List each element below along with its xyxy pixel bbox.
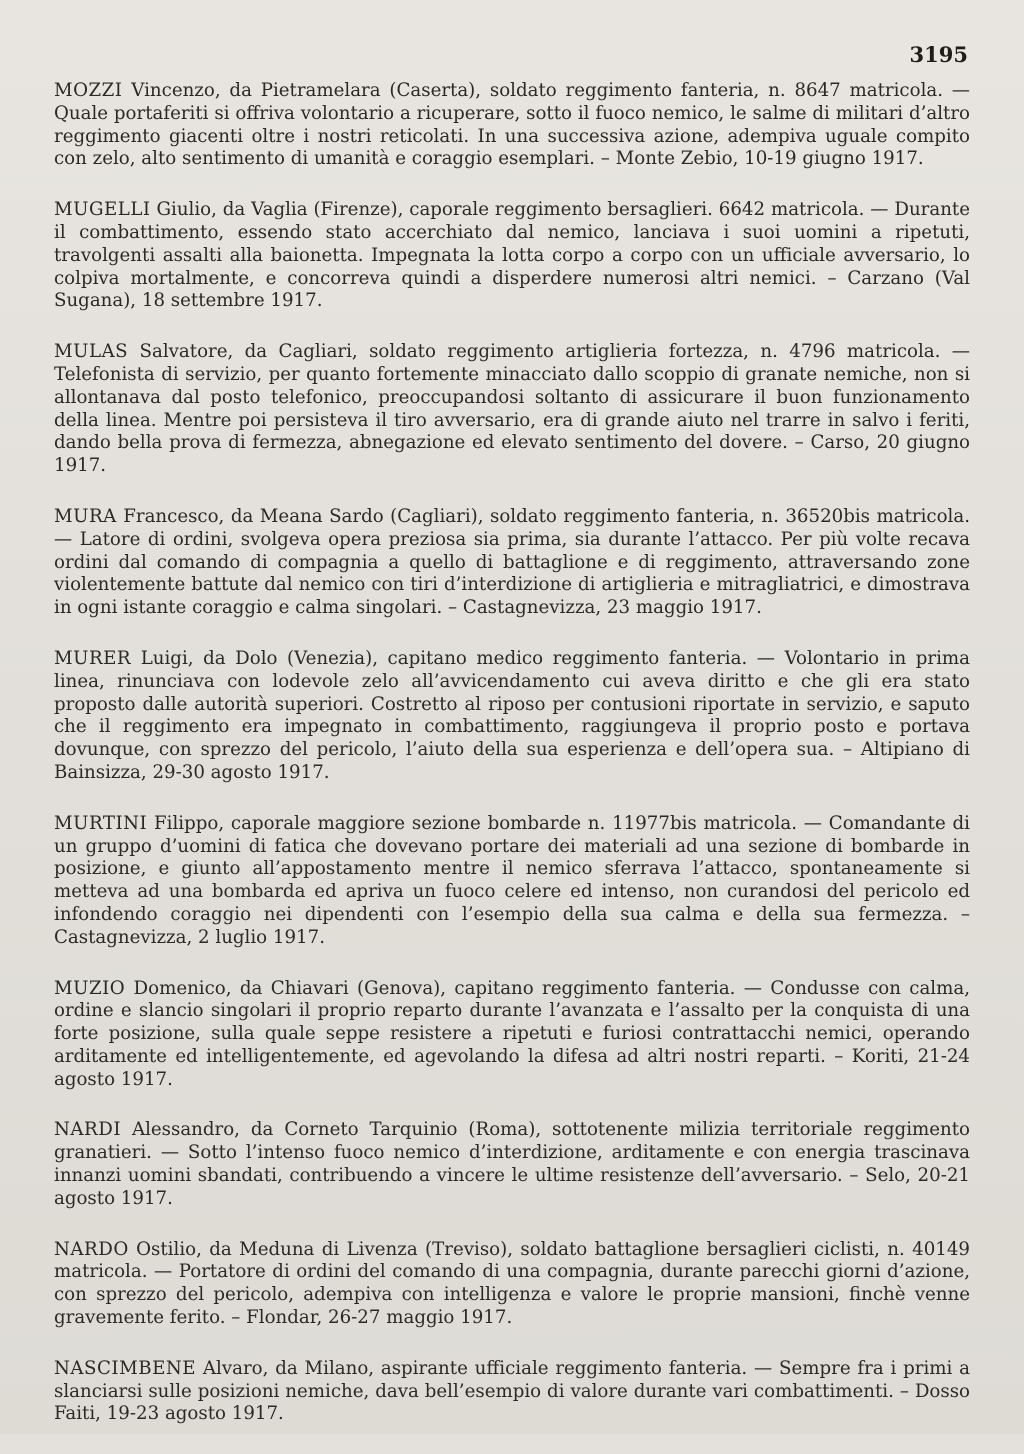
- entry-surname: NARDO: [54, 1238, 129, 1260]
- entry-surname: MOZZI: [54, 80, 123, 101]
- entry-surname: MUZIO: [54, 977, 126, 999]
- entry-mura: [54, 506, 970, 620]
- entry-surname: MURA: [54, 505, 117, 527]
- entry-mozzi: [54, 80, 970, 171]
- entry-surname: MURER: [54, 647, 132, 669]
- entry-text: Vincenzo, da Pietramelara (Caserta), soldato reggimento fanteria, n. 8647 matricola. — Quale portaferiti si offriva volontario a ricuperare, sotto il fuoco nemico, le salme di militari d’altro reggimento giacenti oltre i nostri reticolati. In una successiva azione, adempiva uguale compito con zelo, alto sentimento di umanità e coraggio esemplari. – Monte Zebio, 10-19 giugno 1917.: [54, 80, 970, 170]
- entry-text: Alessandro, da Corneto Tarquinio (Roma), sottotenente milizia territoriale reggimento granatieri. — Sotto l’intenso fuoco nemico d’interdizione, arditamente e con energia trascinava innanzi uomini sbandati, contribuendo a vincere le ultime resistenze dell’avversario. – Selo, 20-21 agosto 1917.: [54, 1119, 970, 1209]
- entry-surname: MULAS: [54, 341, 129, 363]
- entry-text: Luigi, da Dolo (Venezia), capitano medico reggimento fanteria. — Volontario in prima linea, rinunciava con lodevole zelo all’avvicendamento cui aveva diritto e che gli era stato proposto dalle autorità superiori. Costretto al riposo per contusioni riportate in servizio, e saputo che il reggimento era impegnato in combattimento, raggiungeva il proprio posto e portava dovunque, con sprezzo del pericolo, l’aiuto della sua esperienza e dell’opera sua. – Altipiano di Bainsizza, 29-30 agosto 1917.: [54, 647, 970, 783]
- entry-muzio: [54, 978, 970, 1092]
- entry-nardi: [54, 1119, 970, 1210]
- entries-list: [54, 80, 970, 1454]
- entry-text: Salvatore, da Cagliari, soldato reggimento artiglieria fortezza, n. 4796 matricola. — Telefonista di servizio, per quanto fortemente minacciato dallo scoppio di granate nemiche, non si allontanava dal posto telefonico, preoccupandosi soltanto di assicurare il buon funzionamento della linea. Mentre poi persisteva il tiro avversario, era di grande aiuto nel trarre in salvo i feriti, dando bella prova di fermezza, abnegazione ed elevato sentimento del dovere. – Carso, 20 giugno 1917.: [54, 341, 970, 477]
- entry-murtini: [54, 813, 970, 950]
- entry-surname: NARDI: [54, 1119, 122, 1141]
- entry-murer: [54, 648, 970, 785]
- entry-text: Domenico, da Chiavari (Genova), capitano reggimento fanteria. — Condusse con calma, ordine e slancio singolari il proprio reparto durante l’avanzata e l’assalto per la conquista di una forte posizione, sulla quale seppe resistere a ripetuti e furiosi contrattacchi nemici, operando arditamente ed intelligentemente, ed agevolando la difesa ad altri nostri reparti. – Koriti, 21-24 agosto 1917.: [54, 977, 970, 1090]
- entry-text: Filippo, caporale maggiore sezione bombarde n. 11977bis matricola. — Comandante di un gruppo d’uomini di fatica che dovevano portare dei materiali ad una sezione di bombarde in posizione, e giunto all’appostamento mentre il nemico sferrava l’attacco, spontaneamente si metteva ad una bombarda ed apriva un fuoco celere ed intenso, non curandosi del pericolo ed infondendo coraggio nei dipendenti con l’esempio della sua calma e della sua fermezza. – Castagnevizza, 2 luglio 1917.: [54, 812, 970, 948]
- entry-text: Alvaro, da Milano, aspirante ufficiale reggimento fanteria. — Sempre fra i primi a slanciarsi sulle posizioni nemiche, dava bell’esempio di valore durante vari combattimenti. – Dosso Faiti, 19-23 agosto 1917.: [54, 1357, 970, 1425]
- entry-surname: NASCIMBENE: [54, 1357, 197, 1379]
- entry-nardo: [54, 1239, 970, 1330]
- entry-text: Giulio, da Vaglia (Firenze), caporale reggimento bersaglieri. 6642 matricola. — Durante il combattimento, essendo stato accerchiato dal nemico, lanciava i suoi uomini a ripetuti, travolgenti assalti alla baionetta. Impegnata la lotta corpo a corpo con un ufficiale avversario, lo colpiva mortalmente, e concorreva quindi a disperdere numerosi altri nemici. – Carzano (Val Sugana), 18 settembre 1917.: [54, 199, 970, 312]
- entry-nascimbene: [54, 1358, 970, 1426]
- entry-surname: MUGELLI: [54, 199, 151, 221]
- entry-text: Francesco, da Meana Sardo (Cagliari), soldato reggimento fanteria, n. 36520bis matricola. — Latore di ordini, svolgeva opera preziosa sia prima, sia durante l’attacco. Per più volte recava ordini dal comando di compagnia a quello di battaglione e di reggimento, attraversando zone violentemente battute dal nemico con tiri d’interdizione di artiglieria e mitragliatrici, e dimostrava in ogni istante coraggio e calma singolari. – Castagnevizza, 23 maggio 1917.: [54, 505, 970, 619]
- entry-mulas: [54, 341, 970, 478]
- entry-text: Ostilio, da Meduna di Livenza (Treviso), soldato battaglione bersaglieri ciclisti, n. 40149 matricola. — Portatore di ordini del comando di una compagnia, durante parecchi giorni d’azione, con sprezzo del pericolo, adempiva con intelligenza e valore le proprie mansioni, finchè venne gravemente ferito. – Flondar, 26-27 maggio 1917.: [54, 1238, 970, 1329]
- page-number: 3195: [909, 42, 968, 67]
- entry-surname: MURTINI: [54, 812, 148, 834]
- entry-mugelli: [54, 199, 970, 313]
